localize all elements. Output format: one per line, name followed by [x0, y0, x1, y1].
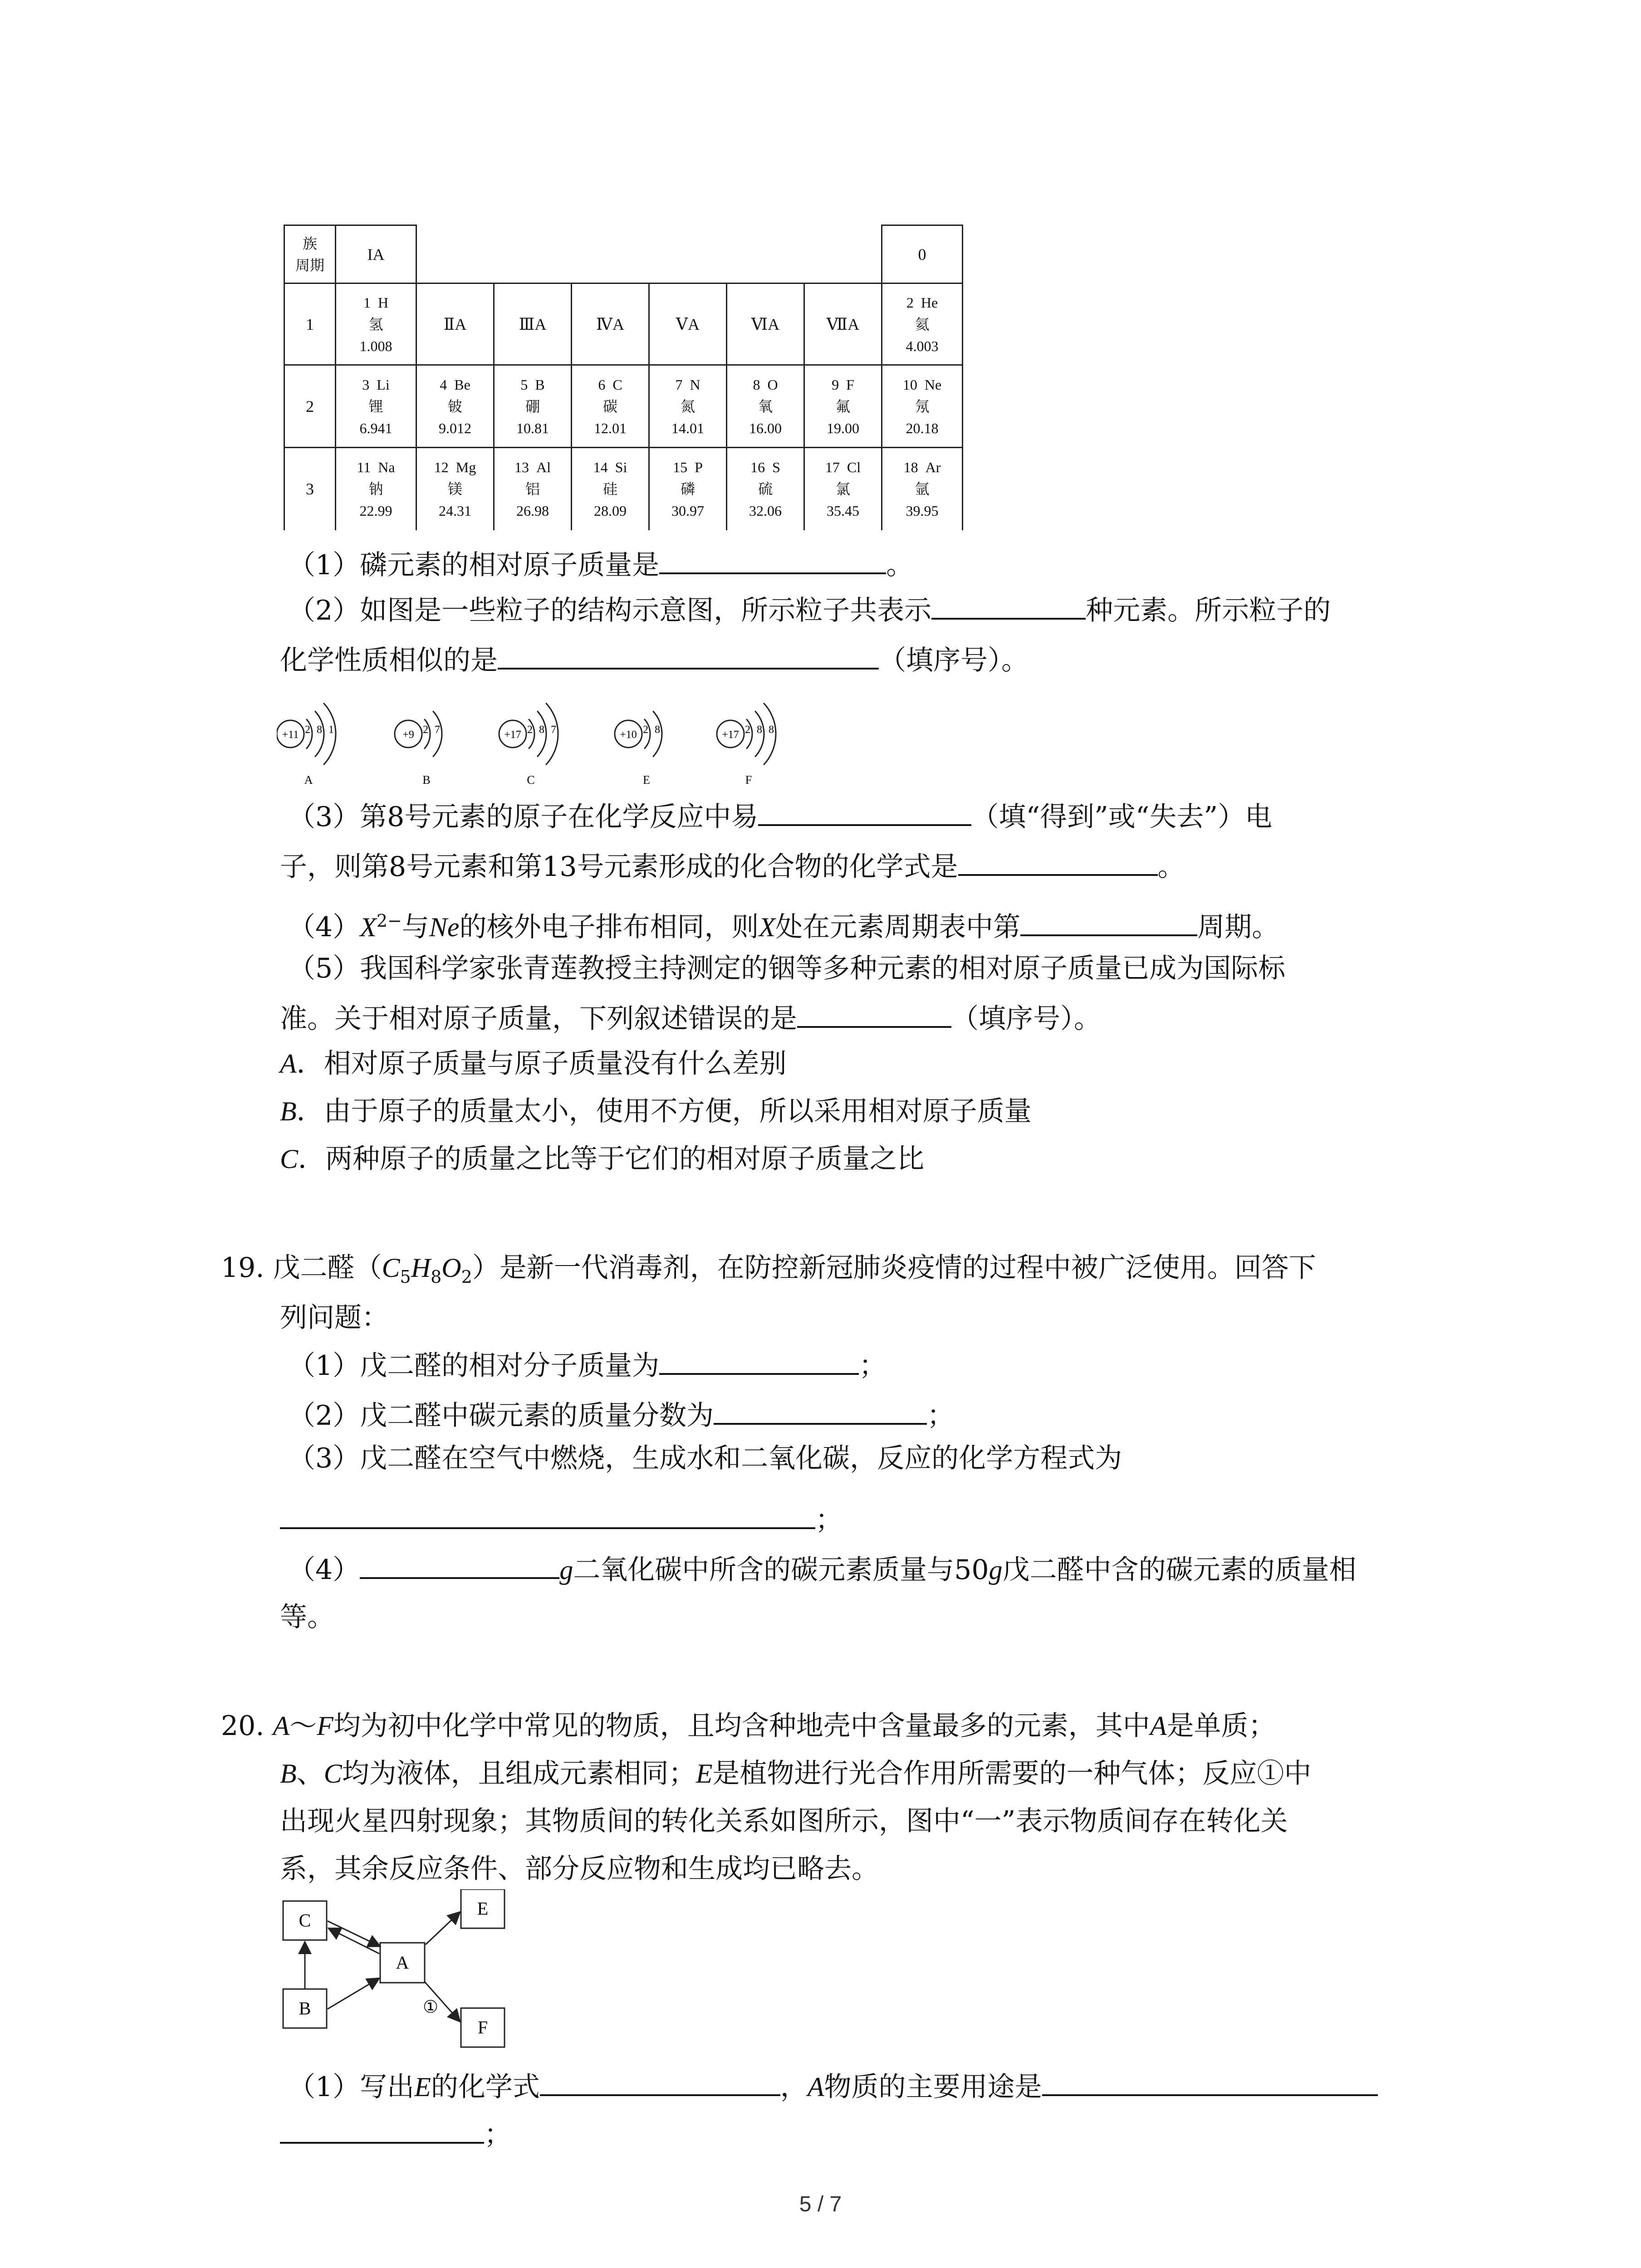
page-number: 5 / 7 — [799, 2192, 842, 2216]
element-cell-mg: 12 Mg 镁 24.31 — [416, 448, 494, 530]
answer-blank[interactable] — [540, 2066, 780, 2096]
element-cell-o: 8 O 氧 16.00 — [727, 365, 804, 448]
q18-part5-cont: 准。关于相对原子质量，下列叙述错误的是 （填序号）。 — [280, 998, 1101, 1037]
group-ia-header: IA — [336, 225, 416, 284]
node-c-label: C — [299, 1910, 311, 1931]
particle-label: C — [527, 773, 535, 787]
element-cell-h: 1 H 氢 1.008 — [336, 284, 416, 365]
period-3: 3 — [284, 448, 336, 530]
group-0-header: 0 — [882, 225, 963, 284]
answer-blank[interactable] — [958, 846, 1158, 876]
particle-c — [499, 703, 558, 787]
answer-blank[interactable] — [498, 640, 879, 670]
electron-count: 7 — [551, 724, 556, 736]
node-e-label: E — [477, 1898, 489, 1919]
answer-blank[interactable] — [659, 1345, 859, 1375]
q19-part3: （3）戊二醛在空气中燃烧，生成水和二氧化碳，反应的化学方程式为 — [288, 1442, 1122, 1474]
q20-part1: （1）写出E的化学式 ，A物质的主要用途是 — [288, 2066, 1378, 2105]
table-corner-header — [284, 225, 336, 284]
element-cell-cl: 17 Cl 氯 35.45 — [804, 448, 882, 530]
group-label: 族 — [302, 235, 317, 252]
particle-label: A — [304, 773, 313, 787]
period-1: 1 — [284, 284, 336, 365]
periodic-table — [284, 225, 963, 530]
answer-blank[interactable] — [758, 796, 971, 826]
q18-part1: （1）磷元素的相对原子质量是 。 — [288, 544, 913, 583]
element-cell-be: 4 Be 铍 9.012 — [416, 365, 494, 448]
reaction-1-label: ① — [423, 1998, 439, 2017]
element-cell-p: 15 P 磷 30.97 — [649, 448, 727, 530]
answer-blank[interactable] — [931, 590, 1086, 620]
question-number: 19. — [221, 1252, 265, 1284]
electron-count: 7 — [435, 724, 440, 736]
element-cell-he: 2 He 氦 4.003 — [882, 284, 963, 365]
electron-count: 2 — [643, 724, 648, 736]
particle-structure-diagrams — [277, 699, 803, 789]
q18-option-a: A．相对原子质量与原子质量没有什么差别 — [280, 1048, 787, 1080]
answer-blank[interactable] — [1042, 2066, 1378, 2096]
group-via-header: ⅥA — [727, 284, 804, 365]
q19-intro-cont: 列问题： — [280, 1302, 389, 1334]
answer-blank[interactable] — [714, 1395, 927, 1425]
particle-label: B — [422, 773, 431, 787]
q18-part4: $(4)X^{2-}$与Ne的核外电子排布相同，则X处在元素周期表中第 周期。 — [288, 903, 1279, 945]
group-va-header: ⅤA — [649, 284, 727, 365]
electron-count: 8 — [317, 724, 322, 736]
element-cell-n: 7 N 氮 14.01 — [649, 365, 727, 448]
electron-count: 2 — [527, 724, 533, 736]
node-a-label: A — [396, 1952, 409, 1973]
electron-count: 2 — [745, 724, 750, 736]
q18-option-c: C．两种原子的质量之比等于它们的相对原子质量之比 — [280, 1143, 925, 1175]
nucleus-charge: +10 — [620, 729, 637, 741]
element-cell-c: 6 C 碳 12.01 — [572, 365, 649, 448]
q18-option-b: B．由于原子的质量太小，使用不方便，所以采用相对原子质量 — [280, 1095, 1032, 1127]
q18-part5: （5）我国科学家张青莲教授主持测定的铟等多种元素的相对原子质量已成为国际标 — [288, 953, 1286, 984]
particle-label: E — [643, 773, 650, 787]
electron-count: 8 — [655, 724, 660, 736]
element-cell-li: 3 Li 锂 6.941 — [336, 365, 416, 448]
particle-e — [615, 711, 662, 787]
group-viia-header: ⅦA — [804, 284, 882, 365]
node-f-label: F — [477, 2017, 488, 2038]
period-label: 周期 — [295, 257, 324, 274]
q19-part4: （4） g二氧化碳中所含的碳元素质量与50g戊二醛中含的碳元素的质量相 — [288, 1549, 1357, 1588]
group-iia-header: ⅡA — [416, 284, 494, 365]
particle-b — [395, 711, 442, 787]
q20-line1: 20. A～F均为初中化学中常见的物质，且均含种地壳中含量最多的元素，其中A是单质； — [221, 1710, 1276, 1742]
nucleus-charge: +17 — [504, 729, 521, 741]
node-b-label: B — [299, 1998, 311, 2019]
answer-blank[interactable] — [797, 998, 951, 1028]
q19-part2: （2）戊二醛中碳元素的质量分数为 ； — [288, 1395, 954, 1434]
nucleus-charge: +11 — [282, 729, 299, 741]
electron-count: 8 — [769, 724, 774, 736]
q20-line2: B、C均为液体，且组成元素相同；E是植物进行光合作用所需要的一种气体；反应①中 — [280, 1758, 1312, 1789]
period-2: 2 — [284, 365, 336, 448]
arrow-a-to-e — [426, 1912, 460, 1945]
electron-count: 2 — [423, 724, 428, 736]
group-iiia-header: ⅢA — [494, 284, 572, 365]
nucleus-charge: +9 — [402, 729, 414, 741]
element-cell-si: 14 Si 硅 28.09 — [572, 448, 649, 530]
arrow-a-to-c — [328, 1928, 379, 1954]
element-cell-ar: 18 Ar 氩 39.95 — [882, 448, 963, 530]
q18-part2: （2）如图是一些粒子的结构示意图，所示粒子共表示 种元素。所示粒子的 — [288, 590, 1331, 629]
arrow-c-to-a — [328, 1921, 380, 1946]
group-iva-header: ⅣA — [572, 284, 649, 365]
arrow-b-to-a — [328, 1978, 379, 2009]
nucleus-charge: +17 — [722, 729, 739, 741]
q18-part2-cont: 化学性质相似的是 （填序号）。 — [280, 640, 1029, 679]
q20-line4: 系，其余反应条件、部分反应物和生成均已略去。 — [280, 1853, 879, 1885]
element-cell-f: 9 F 氟 19.00 — [804, 365, 882, 448]
particle-f — [717, 703, 776, 787]
q19-intro: 19. 戊二醛$(C_5H_8O_2)$是新一代消毒剂，在防控新冠肺炎疫情的过程中被广泛使用。回答下 — [221, 1252, 1316, 1287]
electron-count: 1 — [328, 724, 334, 736]
answer-blank[interactable] — [280, 2114, 484, 2144]
q20-line3: 出现火星四射现象；其物质间的转化关系如图所示，图中“一”表示物质间存在转化关 — [280, 1805, 1288, 1837]
particle-label: F — [745, 773, 752, 787]
element-cell-b: 5 B 硼 10.81 — [494, 365, 572, 448]
question-number: 20. — [221, 1710, 265, 1742]
element-cell-al: 13 Al 铝 26.98 — [494, 448, 572, 530]
element-cell-ne: 10 Ne 氖 20.18 — [882, 365, 963, 448]
transformation-diagram — [277, 1889, 531, 2053]
q18-part3-cont: 子，则第8号元素和第13号元素形成的化合物的化学式是 。 — [280, 846, 1185, 885]
q19-part3-cont: ； — [280, 1499, 843, 1538]
element-cell-s: 16 S 硫 32.06 — [727, 448, 804, 530]
answer-blank[interactable] — [360, 1549, 559, 1579]
q20-part1-cont: ； — [280, 2114, 511, 2153]
element-cell-na: 11 Na 钠 22.99 — [336, 448, 416, 530]
electron-count: 2 — [305, 724, 310, 736]
q19-part4-cont: 等。 — [280, 1601, 334, 1633]
answer-blank[interactable] — [659, 544, 886, 574]
answer-blank[interactable] — [1020, 906, 1197, 936]
answer-blank[interactable] — [280, 1499, 815, 1529]
particle-a — [277, 703, 336, 787]
electron-count: 8 — [539, 724, 544, 736]
electron-count: 8 — [757, 724, 762, 736]
q18-part3: （3）第8号元素的原子在化学反应中易 （填“得到”或“失去”）电 — [288, 796, 1272, 835]
q19-part1: （1）戊二醛的相对分子质量为 ； — [288, 1345, 886, 1384]
